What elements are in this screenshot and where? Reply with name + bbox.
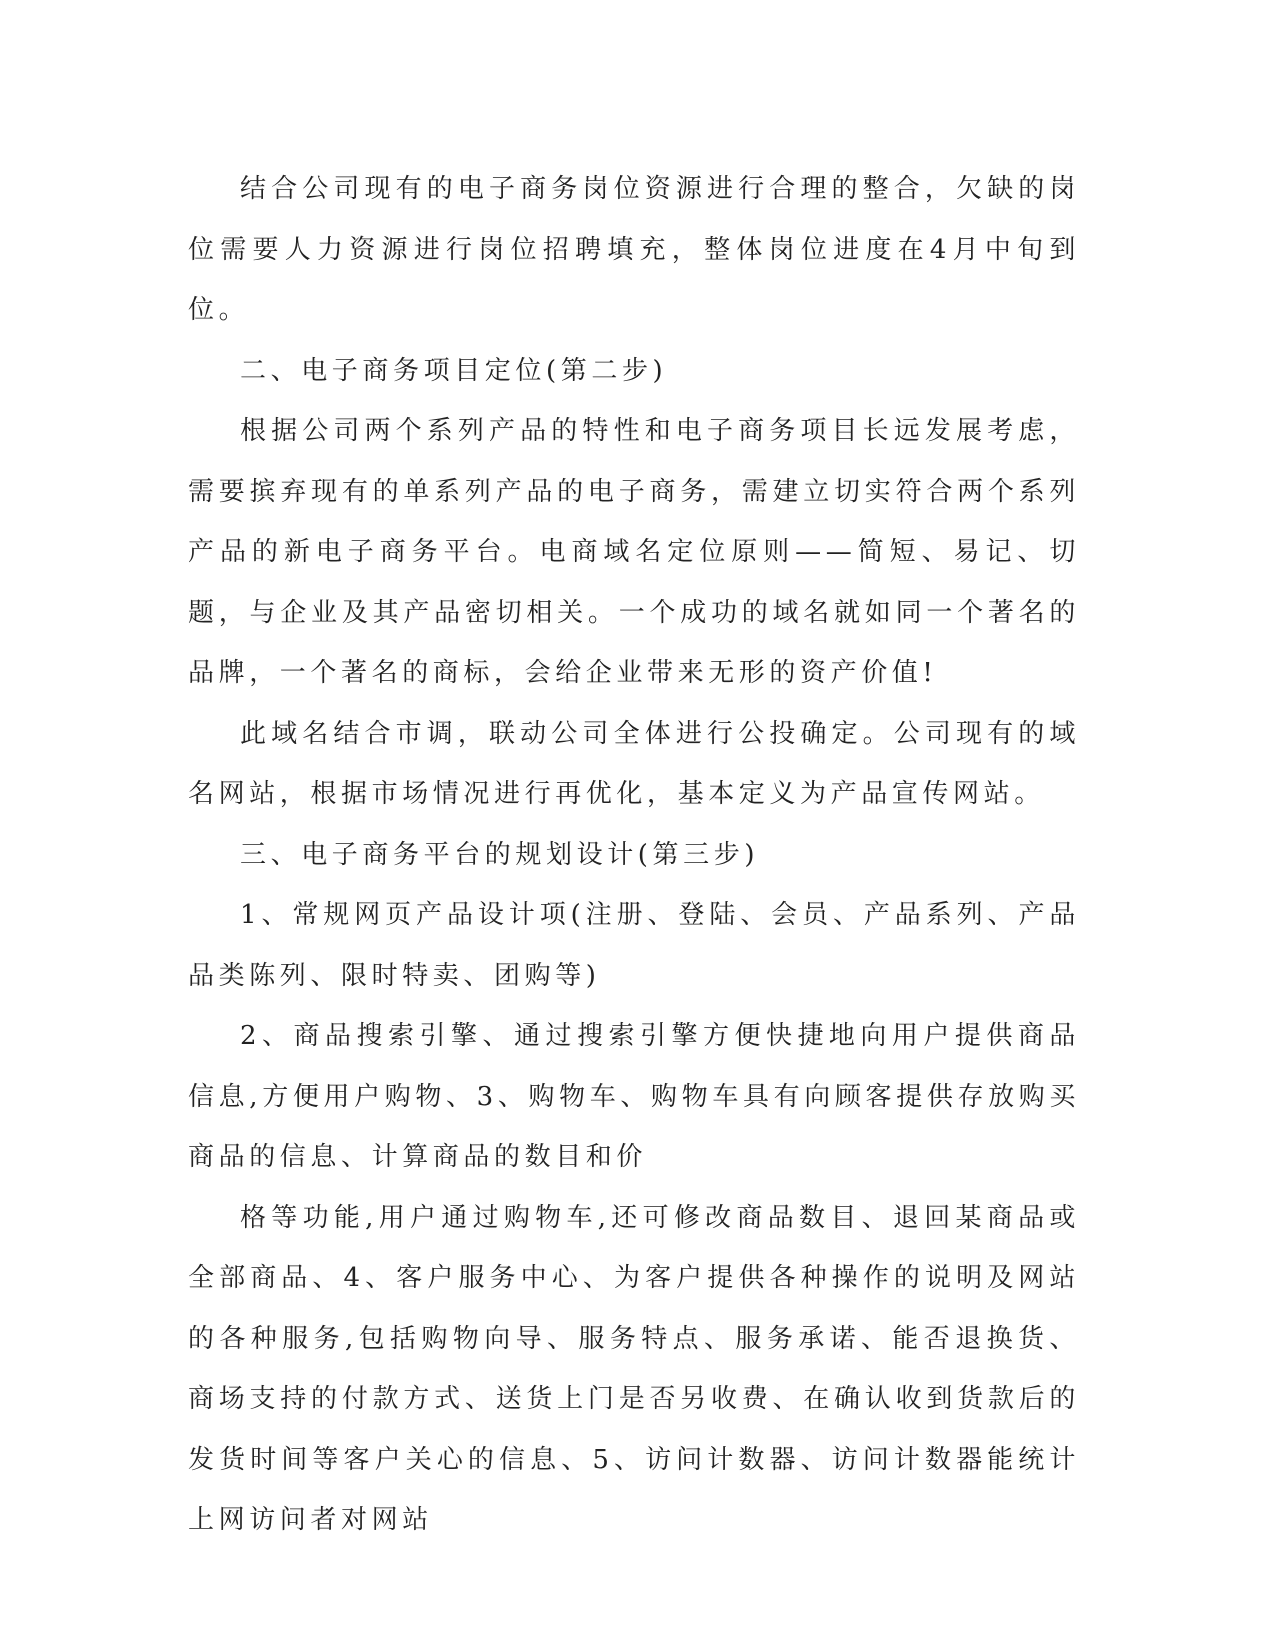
- heading-platform-design: 三、电子商务平台的规划设计(第三步): [240, 839, 760, 870]
- list-item-page-design: 1、常规网页产品设计项(注册、登陆、会员、产品系列、产品品类陈列、限时特卖、团购等): [188, 900, 1080, 991]
- paragraph-job-integration: 结合公司现有的电子商务岗位资源进行合理的整合，欠缺的岗位需要人力资源进行岗位招聘填充，整体岗位进度在4月中旬到位。: [188, 174, 1080, 325]
- document-body: [188, 159, 1080, 1551]
- paragraph-domain-principles: 根据公司两个系列产品的特性和电子商务项目长远发展考虑，需要摈弃现有的单系列产品的电子商务，需建立切实符合两个系列产品的新电子商务平台。电商域名定位原则——简短、易记、切题，与企业及其产品密切相关。一个成功的域名就如同一个著名的品牌，一个著名的商标，会给企业带来无形的资产价值!: [188, 416, 1080, 688]
- list-item-cart-service-counter: 格等功能,用户通过购物车,还可修改商品数目、退回某商品或全部商品、4、客户服务中心、为客户提供各种操作的说明及网站的各种服务,包括购物向导、服务特点、服务承诺、能否退换货、商场支持的付款方式、送货上门是否另收费、在确认收到货款后的发货时间等客户关心的信息、5、访问计数器、访问计数器能统计上网访问者对网站: [188, 1202, 1080, 1535]
- list-item-search-cart: 2、商品搜索引擎、通过搜索引擎方便快捷地向用户提供商品信息,方便用户购物、3、购物车、购物车具有向顾客提供存放购买商品的信息、计算商品的数目和价: [188, 1021, 1080, 1172]
- paragraph-domain-vote: 此域名结合市调，联动公司全体进行公投确定。公司现有的域名网站，根据市场情况进行再优化，基本定义为产品宣传网站。: [188, 718, 1080, 809]
- heading-project-positioning: 二、电子商务项目定位(第二步): [240, 355, 668, 386]
